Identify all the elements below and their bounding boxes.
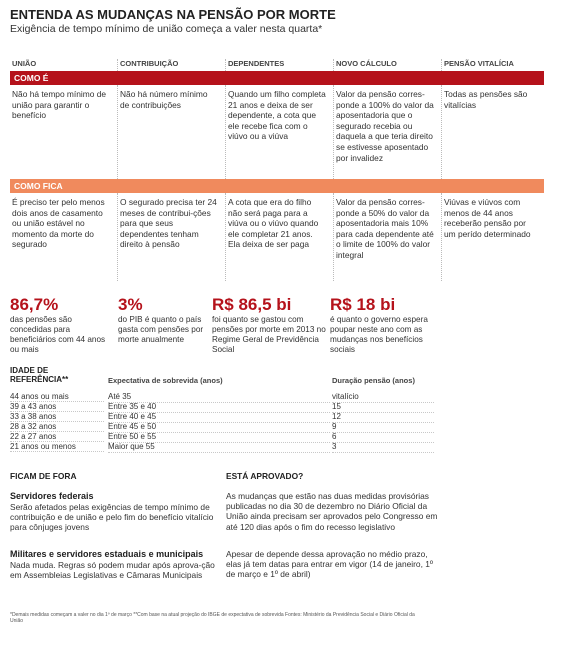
cell-como-e-novo-calculo: Valor da pensão corres-ponde a 100% do valor da aposentadoria que o segurado recebia ou daquela a que teria direito se estivesse aposentado por invalidez: [334, 85, 442, 179]
cell-como-e-contribuicao: Não há número mínimo de contribuições: [118, 85, 226, 179]
footnote: *Demais medidas começam a valer no dia 1º de março **Com base na atual projeção do IBGE de expectativa de sobrevida Fontes: Ministério da Previdência Social e Diário Oficial da União: [10, 612, 415, 624]
table-row: [10, 432, 434, 442]
stats-row: [10, 295, 554, 365]
headline: ENTENDA AS MUDANÇAS NA PENSÃO POR MORTE: [10, 7, 336, 22]
militares-title: Militares e servidores estaduais e municipais: [10, 549, 204, 559]
pension-duration: 6: [332, 432, 434, 443]
life-expectancy-header: Expectativa de sobrevida (anos): [108, 376, 223, 385]
life-expectancy: Até 35: [108, 392, 330, 403]
stat-description: das pensões são concedidas para beneficiários com 44 anos ou mais: [10, 315, 106, 354]
pension-duration: 3: [332, 442, 434, 453]
pension-duration: 12: [332, 412, 434, 423]
table-row: [10, 392, 434, 402]
reference-age-table: [10, 367, 554, 471]
stat-pib: [118, 295, 212, 365]
table-row: [10, 442, 434, 452]
column-headers: [10, 53, 544, 71]
stat-value: R$ 86,5 bi: [212, 295, 292, 314]
servidores-federais-text: Serão afetados pelas exigências de tempo mínimo de contribuição e de união e pelo fim do benefício vitalício para cônjuges jovens: [10, 502, 214, 533]
band-como-e: COMO É: [10, 71, 544, 85]
life-expectancy: Entre 50 e 55: [108, 432, 330, 443]
column-header-pensao-vitalicia: PENSÃO VITALÍCIA: [444, 58, 514, 68]
ficam-de-fora-column: [10, 471, 224, 611]
life-expectancy: Entre 45 e 50: [108, 422, 330, 433]
reference-age-title: IDADE DE REFERÊNCIA**: [10, 366, 69, 384]
stat-economia: [330, 295, 450, 365]
cell-como-e-dependentes: Quando um filho completa 21 anos e deixa de ser dependente, a cota que ele recebe fica com o viúvo ou a viúva: [226, 85, 334, 179]
cell-como-fica-uniao: É preciso ter pelo menos dois anos de casamento ou união estável no momento da morte do segurado: [10, 193, 118, 281]
stat-description: do PIB é quanto o país gasta com pensões por morte anualmente: [118, 315, 204, 344]
cell-como-e-uniao: Não há tempo mínimo de união para garantir o benefício: [10, 85, 118, 179]
pension-duration: vitalício: [332, 392, 434, 403]
cell-como-fica-pensao-vitalicia: Viúvas e viúvos com menos de 44 anos receberão pensão por um perído determinado: [444, 197, 531, 239]
cell-como-fica-novo-calculo: Valor da pensão corres-ponde a 50% do valor da aposentadoria mais 10% para cada dependente até o limite de 100% do valor integral: [334, 193, 442, 281]
militares-block: [10, 549, 224, 611]
stat-description: foi quanto se gastou com pensões por morte em 2013 no Regime Geral de Previdência Social: [212, 315, 326, 354]
column-header-uniao: UNIÃO: [10, 59, 118, 71]
esta-aprovado-title: ESTÁ APROVADO?: [226, 471, 304, 481]
table-row: [10, 412, 434, 422]
age-range: 33 a 38 anos: [10, 412, 57, 421]
stat-beneficiarios: [10, 295, 118, 365]
militares-text: Nada muda. Regras só podem mudar após aprova-ção em Assembleias Legislativas e Câmaras Municipais: [10, 560, 215, 581]
comparison-table: [10, 53, 544, 281]
cell-como-fica-contribuicao: O segurado precisa ter 24 meses de contribui-ções para que seus dependentes tenham direito à pensão: [118, 193, 226, 281]
subheadline: Exigência de tempo mínimo de união começa a valer nesta quarta*: [10, 23, 323, 35]
cell-como-e-pensao-vitalicia: Todas as pensões são vitalícias: [444, 89, 528, 110]
life-expectancy: Entre 35 e 40: [108, 402, 330, 413]
aprovado-paragraph-1: As mudanças que estão nas duas medidas provisórias publicadas no dia 30 de dezembro no Diário Oficial da União ainda precisam ser aprovados pelo Congresso em até 120 dias após o fim do recesso legislativo: [226, 491, 438, 532]
cell-como-fica-dependentes: A cota que era do filho não será paga para a viúva ou o viúvo quando ele completar 21 anos. Ela deixa de ser paga: [226, 193, 334, 281]
stat-value: 3%: [118, 295, 143, 314]
pension-duration: 9: [332, 422, 434, 433]
column-header-contribuicao: CONTRIBUIÇÃO: [118, 59, 226, 71]
age-range: 44 anos ou mais: [10, 392, 69, 401]
reference-rows: [10, 392, 434, 452]
esta-aprovado-column: [226, 471, 444, 611]
ficam-de-fora-title: FICAM DE FORA: [10, 471, 77, 481]
table-row: [10, 402, 434, 412]
band-como-fica: COMO FICA: [10, 179, 544, 193]
table-row: [10, 422, 434, 432]
stat-value: R$ 18 bi: [330, 295, 396, 314]
row-como-fica: [10, 193, 544, 281]
age-range: 39 a 43 anos: [10, 402, 57, 411]
age-range: 28 a 32 anos: [10, 422, 57, 431]
servidores-federais-title: Servidores federais: [10, 491, 94, 501]
age-range: 21 anos ou menos: [10, 442, 76, 451]
column-header-dependentes: DEPENDENTES: [226, 59, 334, 71]
servidores-federais-block: [10, 491, 224, 549]
pension-duration-header: Duração pensão (anos): [332, 376, 415, 385]
column-header-novo-calculo: NOVO CÁLCULO: [334, 59, 442, 71]
bottom-columns: [10, 471, 554, 611]
row-como-e: [10, 85, 544, 179]
stat-value: 86,7%: [10, 295, 59, 314]
life-expectancy: Maior que 55: [108, 442, 330, 453]
age-range: 22 a 27 anos: [10, 432, 57, 441]
pension-duration: 15: [332, 402, 434, 413]
life-expectancy: Entre 40 e 45: [108, 412, 330, 423]
stat-gasto-2013: [212, 295, 330, 365]
aprovado-paragraph-2: Apesar de depende dessa aprovação no médio prazo, elas já tem datas para entrar em vigor (14 de janeiro, 1º de março e 1º de abril): [226, 549, 433, 580]
stat-description: é quanto o governo espera poupar neste ano com as mudanças nos benefícios sociais: [330, 315, 428, 354]
